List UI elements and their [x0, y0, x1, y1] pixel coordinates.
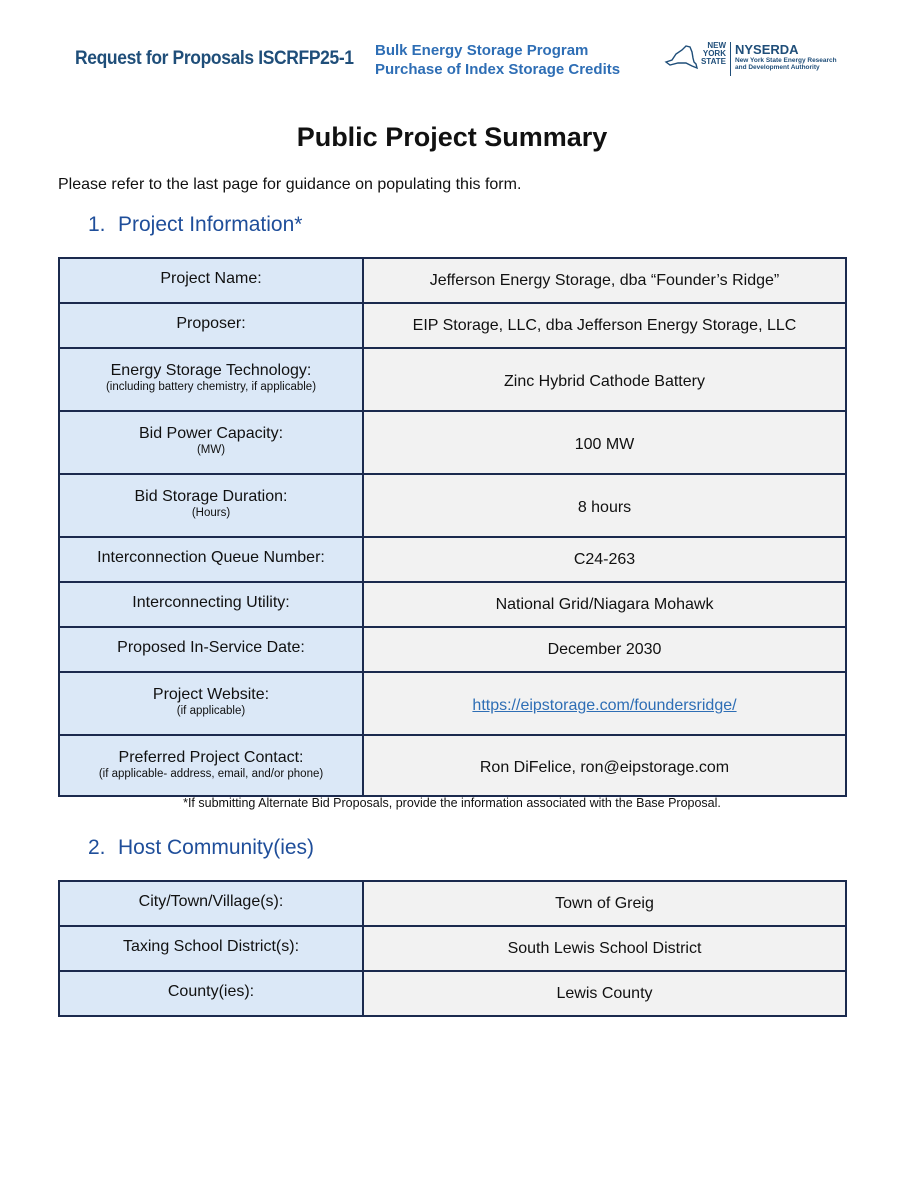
city-town-village-value: Town of Greig [555, 894, 654, 912]
logo-state-line-2: YORK [702, 49, 726, 58]
storage-duration-label: Bid Storage Duration: [134, 487, 288, 505]
row-label [59, 672, 363, 735]
table-row [59, 258, 846, 303]
row-value [363, 735, 846, 796]
section-1-heading [88, 213, 302, 237]
table-row [59, 971, 846, 1016]
utility-value: National Grid/Niagara Mohawk [495, 595, 714, 613]
table-row [59, 303, 846, 348]
storage-duration-sublabel: (Hours) [191, 506, 231, 519]
queue-number-value: C24-263 [573, 550, 636, 568]
website-link[interactable]: https://eipstorage.com/foundersridge/ [472, 696, 737, 714]
power-capacity-sublabel: (MW) [196, 443, 226, 456]
section-1-title: Project Information* [118, 213, 303, 236]
rfp-title: Request for Proposals ISCRFP25-1 [75, 48, 354, 69]
logo-org: NYSERDA [735, 42, 799, 57]
school-district-label: Taxing School District(s): [122, 937, 300, 955]
program-line-2: Purchase of Index Storage Credits [375, 61, 621, 78]
row-label [59, 348, 363, 411]
row-label [59, 926, 363, 971]
logo-org-full-line-2: and Development Authority [735, 64, 820, 71]
nyserda-logo [664, 40, 864, 84]
row-label [59, 303, 363, 348]
proposer-value: EIP Storage, LLC, dba Jefferson Energy Storage, LLC [412, 316, 797, 334]
row-value [363, 258, 846, 303]
new-york-state-map-icon [664, 44, 698, 70]
utility-label: Interconnecting Utility: [132, 593, 290, 611]
website-label: Project Website: [152, 685, 270, 703]
row-label [59, 474, 363, 537]
power-capacity-value: 100 MW [574, 435, 635, 453]
in-service-date-value: December 2030 [547, 640, 662, 658]
county-value: Lewis County [556, 984, 653, 1002]
row-label [59, 881, 363, 926]
table-row [59, 537, 846, 582]
row-label [59, 971, 363, 1016]
technology-value: Zinc Hybrid Cathode Battery [504, 372, 705, 390]
table-row [59, 735, 846, 796]
row-label [59, 582, 363, 627]
row-value [363, 881, 846, 926]
table-row [59, 474, 846, 537]
host-community-table [58, 880, 847, 1017]
row-value [363, 971, 846, 1016]
county-label: County(ies): [167, 982, 255, 1000]
row-value [363, 537, 846, 582]
queue-number-label: Interconnection Queue Number: [97, 548, 325, 566]
technology-label: Energy Storage Technology: [110, 361, 312, 379]
logo-org-full [735, 57, 845, 71]
logo-state-line-3: STATE [700, 57, 726, 66]
row-value [363, 303, 846, 348]
logo-divider [730, 42, 731, 76]
table-row [59, 627, 846, 672]
table-row [59, 926, 846, 971]
row-value [363, 411, 846, 474]
row-label [59, 411, 363, 474]
document-header [0, 40, 922, 90]
city-town-village-label: City/Town/Village(s): [138, 892, 284, 910]
table-row [59, 411, 846, 474]
section-2-number: 2. [88, 836, 106, 859]
row-label [59, 537, 363, 582]
guidance-text: Please refer to the last page for guidance on populating this form. [58, 176, 522, 193]
row-value [363, 627, 846, 672]
proposer-label: Proposer: [176, 314, 246, 332]
project-name-value: Jefferson Energy Storage, dba “Founder’s Ridge” [429, 271, 780, 289]
technology-sublabel: (including battery chemistry, if applicable) [105, 380, 317, 393]
contact-label: Preferred Project Contact: [118, 748, 304, 766]
alternate-bid-footnote: *If submitting Alternate Bid Proposals, provide the information associated with the Base Proposal. [183, 796, 721, 810]
row-value [363, 926, 846, 971]
section-1-number: 1. [88, 213, 106, 236]
row-value [363, 672, 846, 735]
row-label [59, 627, 363, 672]
section-2-heading [88, 836, 314, 860]
program-name [375, 41, 620, 79]
table-row [59, 881, 846, 926]
logo-state-text [698, 42, 726, 66]
school-district-value: South Lewis School District [507, 939, 702, 957]
row-value [363, 474, 846, 537]
contact-sublabel: (if applicable- address, email, and/or phone) [98, 767, 324, 780]
row-label [59, 258, 363, 303]
program-line-1: Bulk Energy Storage Program [375, 42, 589, 59]
row-value [363, 582, 846, 627]
row-value [363, 348, 846, 411]
page-title: Public Project Summary [296, 122, 608, 152]
contact-value: Ron DiFelice, ron@eipstorage.com [479, 758, 730, 776]
power-capacity-label: Bid Power Capacity: [138, 424, 284, 442]
table-row [59, 582, 846, 627]
project-information-table [58, 257, 847, 797]
logo-org-full-line-1: New York State Energy Research [735, 57, 837, 64]
storage-duration-value: 8 hours [577, 498, 632, 516]
section-2-title: Host Community(ies) [118, 836, 315, 859]
row-label [59, 735, 363, 796]
in-service-date-label: Proposed In-Service Date: [117, 638, 305, 656]
logo-state-line-1: NEW [707, 41, 726, 50]
table-row [59, 348, 846, 411]
project-name-label: Project Name: [160, 269, 262, 287]
table-row [59, 672, 846, 735]
website-sublabel: (if applicable) [176, 704, 246, 717]
